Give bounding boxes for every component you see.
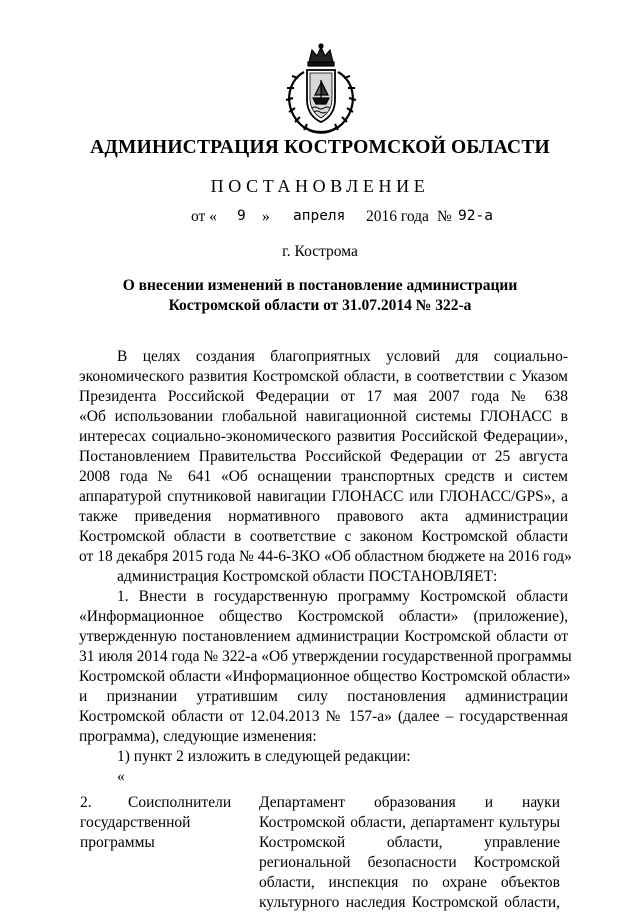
coat-of-arms-emblem: [276, 42, 366, 136]
preamble-line: от 18 декабря 2015 года № 44-6-ЗКО «Об областном бюджете на 2016 год»: [79, 548, 572, 565]
value-line: области, инспекция по охране объектов: [259, 874, 560, 891]
value-line: Костромской области, департамент культуры: [259, 814, 560, 831]
row-number: 2.: [80, 794, 92, 811]
value-line: Костромской области, управление: [259, 834, 560, 851]
preamble-line: Президента Российской Федерации от 17 мая 2007 года № 638: [79, 388, 568, 405]
preamble-line: аппаратурой спутниковой навигации ГЛОНАСС или ГЛОНАСС/GPS», а: [79, 488, 568, 505]
item-1-line: 1. Внести в государственную программу Костромской области: [117, 588, 568, 605]
label-line: программы: [80, 834, 155, 851]
label-line: государственной: [80, 814, 191, 831]
preamble-paragraph: [79, 347, 572, 567]
date-close-quote: »: [262, 208, 270, 225]
subject-line: Костромской области от 31.07.2014 № 322-а: [168, 297, 472, 314]
item-1-line: «Информационное общество Костромской области» (приложение),: [79, 608, 568, 625]
value-line: региональной безопасности Костромской: [259, 854, 560, 871]
preamble-line: также приведения нормативного правового акта администрации: [79, 508, 568, 525]
label-line: Соисполнители: [128, 794, 232, 811]
organization-title: АДМИНИСТРАЦИЯ КОСТРОМСКОЙ ОБЛАСТИ: [90, 137, 550, 158]
date-from: от «: [191, 208, 217, 225]
value-line: культурного наследия Костромской области,: [259, 894, 560, 911]
preamble-line: В целях создания благоприятных условий для социально-: [117, 348, 568, 365]
item-1-paragraph: [79, 587, 572, 747]
date-line: [0, 208, 640, 230]
preamble-line: Костромской области в соответствие с законом Костромской области: [79, 528, 568, 545]
item-1-line: 31 июля 2014 года № 322-а «Об утверждении государственной программы: [79, 648, 572, 665]
number-sign: №: [437, 208, 452, 225]
document-type: ПОСТАНОВЛЕНИЕ: [210, 176, 430, 196]
row-label: [80, 793, 236, 853]
item-1-line: утвержденную постановлением администрации Костромской области от: [79, 628, 568, 645]
preamble-line: Постановлением Правительства Российской Федерации от 25 августа: [79, 448, 568, 465]
row-value: [259, 793, 560, 913]
preamble-line: интересах социально-экономического развития Российской Федерации»,: [79, 428, 568, 445]
document-subject: [80, 276, 560, 316]
city-name: г. Кострома: [282, 243, 358, 260]
value-line: Департамент образования и науки: [259, 794, 560, 811]
preamble-line: экономического развития Костромской области, в соответствии с Указом: [79, 368, 568, 385]
document-number: 92-а: [458, 208, 493, 224]
date-year: 2016 года: [366, 208, 429, 225]
date-day: 9: [237, 208, 246, 224]
quote-open: «: [117, 768, 125, 785]
resolves-line: администрация Костромской области ПОСТАНОВЛЯЕТ:: [117, 568, 498, 585]
subject-line: О внесении изменений в постановление администрации: [122, 277, 518, 294]
date-month: апреля: [293, 208, 346, 224]
preamble-line: 2008 года № 641 «Об оснащении транспортных средств и систем: [79, 468, 568, 485]
sub-item-1: 1) пункт 2 изложить в следующей редакции:: [117, 748, 411, 765]
item-1-line: и признании утратившим силу постановления администрации: [79, 688, 568, 705]
item-1-line: программа), следующие изменения:: [79, 728, 317, 745]
item-1-line: Костромской области от 12.04.2013 № 157-а» (далее – государственная: [79, 708, 568, 725]
item-1-line: Костромской области «Информационное общество Костромской области»: [79, 668, 571, 685]
preamble-line: «Об использовании глобальной навигационной системы ГЛОНАСС в: [79, 408, 568, 425]
coat-of-arms-icon: [276, 42, 366, 136]
